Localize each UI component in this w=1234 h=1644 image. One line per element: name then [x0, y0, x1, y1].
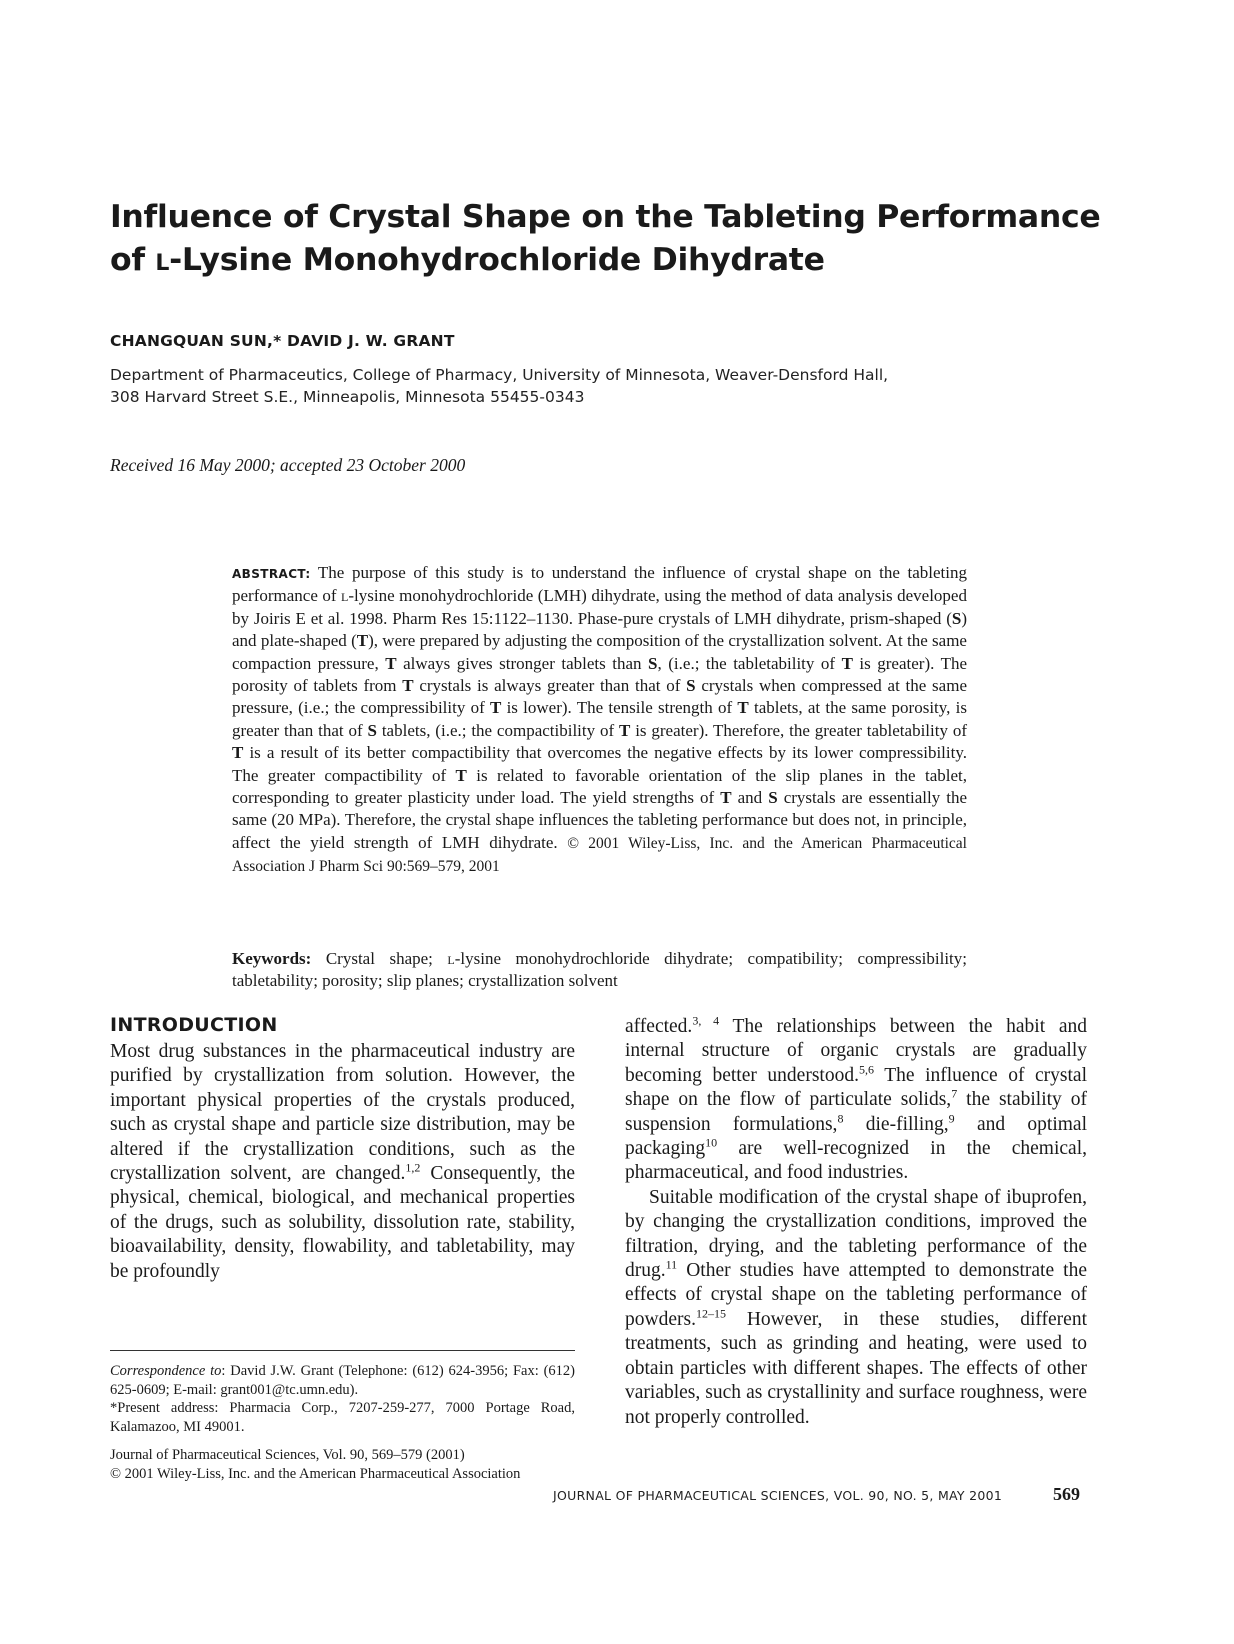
citation-ref[interactable]: 9 [948, 1111, 955, 1126]
citation-ref[interactable]: 10 [705, 1135, 718, 1150]
citation-ref[interactable]: 11 [665, 1257, 678, 1272]
present-address: *Present address: Pharmacia Corp., 7207-259-277, 7000 Portage Road, Kalamazoo, MI 49001. [110, 1400, 575, 1435]
journal-citation-line-1: Journal of Pharmaceutical Sciences, Vol. 90, 569–579 (2001) [110, 1447, 465, 1463]
citation-ref[interactable]: 7 [951, 1086, 958, 1101]
affiliation-line-2: 308 Harvard Street S.E., Minneapolis, Minnesota 55455-0343 [110, 388, 585, 406]
section-heading-introduction: INTRODUCTION [110, 1014, 278, 1036]
right-column-body [625, 1015, 1087, 1430]
intro-paragraph-2: Suitable modification of the crystal shape of ibuprofen, by changing the crystallization conditions, improved the filtration, drying, and the tableting performance of the drug.$^{11}$ Other studies have attempted to demonstrate the effects of crystal shape on the tableting performance of powders.$^{12-15}$ However, in these studies, different treatments, such as grinding and heating, were used to obtain particles with different shapes. The effects of other variables, such as crystallinity and surface roughness, were not properly controlled. [625, 1186, 1087, 1428]
abstract-label: ABSTRACT: [232, 567, 311, 581]
citation-ref[interactable]: 5,6 [858, 1062, 874, 1077]
citation-ref[interactable]: 3, 4 [692, 1013, 720, 1028]
running-footer: JOURNAL OF PHARMACEUTICAL SCIENCES, VOL. 90, NO. 5, MAY 2001 [553, 1488, 1003, 1503]
keywords: Keywords: Crystal shape; l-lysine monohydrochloride dihydrate; compatibility; compressibility; tabletability; porosity; slip planes; crystallization solvent [232, 949, 967, 991]
correspondence-footnote: Correspondence to: David J.W. Grant (Telephone: (612) 624-3956; Fax: (612) 625-0609; E-mail: grant001@tc.umn.edu). *Present address: Pharmacia Corp., 7207-259-277, 7000 Portage Road, Kalamazoo, MI 49001. [110, 1363, 575, 1435]
footnote-divider [110, 1350, 575, 1351]
page-number: 569 [1053, 1484, 1080, 1504]
received-dates: Received 16 May 2000; accepted 23 October 2000 [110, 455, 466, 475]
title-line-1: Influence of Crystal Shape on the Tableting Performance [110, 199, 1101, 235]
citation-ref[interactable]: 12–15 [695, 1306, 726, 1321]
affiliation [110, 364, 1010, 408]
intro-paragraph-1: Most drug substances in the pharmaceutical industry are purified by crystallization from solution. However, the important physical properties of the crystals produced, such as crystal shape and particle size distribution, may be altered if the crystallization conditions, such as the crystallization solvent, are changed.$^{1,2}$ Consequently, the physical, chemical, biological, and mechanical properties of the drugs, such as solubility, dissolution rate, stability, bioavailability, density, flowability, and tabletability, may be profoundly [110, 1041, 576, 1282]
journal-citation [110, 1446, 580, 1483]
journal-citation-line-2: © 2001 Wiley-Liss, Inc. and the American Pharmaceutical Association [110, 1465, 521, 1482]
intro-paragraph-1-continued: affected.$^{3, 4}$ The relationships between the habit and internal structure of organic crystals are gradually becoming better understood.$^{5,6}$ The influence of crystal shape on the flow of particulate solids,$^7$ the stability of suspension formulations,$^8$ die-filling,$^9$ and optimal packaging$^{10}$ are well-recognized in the chemical, pharmaceutical, and food industries. [625, 1013, 1087, 1184]
title-line-2: of l-Lysine Monohydrochloride Dihydrate [110, 242, 825, 278]
left-column-body [110, 1040, 575, 1284]
affiliation-line-1: Department of Pharmaceutics, College of Pharmacy, University of Minnesota, Weaver-Densford Hall, [110, 366, 889, 384]
citation-ref[interactable]: 1,2 [405, 1160, 421, 1175]
citation-ref[interactable]: 8 [837, 1111, 844, 1126]
abstract-copyright: © 2001 Wiley-Liss, Inc. and the American Pharmaceutical Association J Pharm Sci 90:569–579, 2001 [232, 834, 967, 876]
keywords-label: Keywords: [232, 949, 312, 968]
article-title [110, 196, 1110, 282]
abstract: ABSTRACT: The purpose of this study is to understand the influence of crystal shape on the tableting performance of l-lysine monohydrochloride (LMH) dihydrate, using the method of data analysis developed by Joiris E et al. 1998. Pharm Res 15:1122–1130. Phase-pure crystals of LMH dihydrate, prism-shaped (S) and plate-shaped (T), were prepared by adjusting the composition of the crystallization solvent. At the same compaction pressure, T always gives stronger tablets than S, (i.e.; the tabletability of T is greater). The porosity of tablets from T crystals is always greater than that of S crystals when compressed at the same pressure, (i.e.; the compressibility of T is lower). The tensile strength of T tablets, at the same porosity, is greater than that of S tablets, (i.e.; the compactibility of T is greater). Therefore, the greater tabletability of T is a result of its better compactibility that overcomes the negative effects by its lower compressibility. The greater compactibility of T is related to favorable orientation of the slip planes in the tablet, corresponding to greater plasticity under load. The yield strengths of T and S crystals are essentially the same (20 MPa). Therefore, the crystal shape influences the tableting performance but does not, in principle, affect the yield strength of LMH dihydrate. © 2001 Wiley-Liss, Inc. and the American Pharmaceutical Association J Pharm Sci 90:569–579, 2001 [232, 563, 968, 876]
author-list: CHANGQUAN SUN,* DAVID J. W. GRANT [110, 332, 455, 350]
